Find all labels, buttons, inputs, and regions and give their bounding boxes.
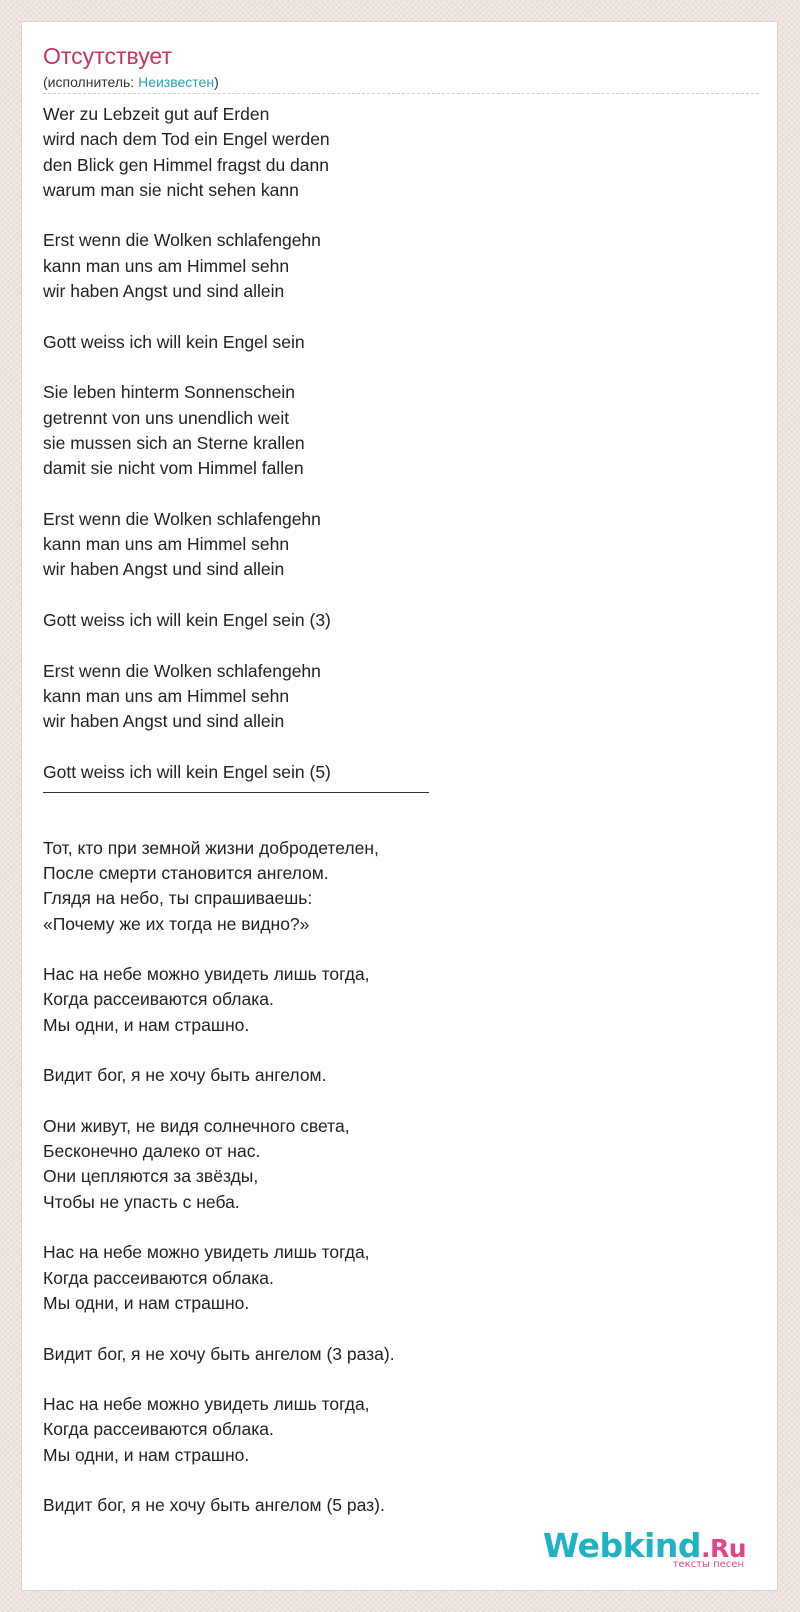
lyric-line: kann man uns am Himmel sehn [43,255,290,276]
lyric-line: getrennt von uns unendlich weit [43,407,290,428]
lyric-line: После смерти становится ангелом. [43,862,329,883]
lyric-gap [43,633,743,658]
lyric-line: Чтобы не упасть с неба. [43,1191,240,1212]
lyric-line: Нас на небе можно увидеть лишь тогда, [43,1242,370,1263]
lyric-line: Wer zu Lebzeit gut auf Erden [43,104,270,124]
lyric-gap [43,1316,743,1341]
lyric-line: Они цепляются за звёзды, [43,1166,259,1187]
artist-suffix: ) [214,74,219,90]
lyric-gap [43,1089,743,1114]
lyric-gap [43,734,743,759]
site-logo[interactable] [542,1526,746,1570]
translation-separator [43,785,743,810]
artist-line [43,73,219,91]
lyric-line: damit sie nicht vom Himmel fallen [43,458,304,479]
lyrics-body [43,102,743,1519]
lyric-line: Тот, кто при земной жизни добродетелен, [43,837,379,858]
lyric-line: Gott weiss ich will kein Engel sein (5) [43,761,331,782]
lyric-line: Мы одни, и нам страшно. [43,1444,250,1465]
lyric-gap [43,1215,743,1240]
lyric-gap [43,355,743,380]
lyric-line: Когда рассеиваются облака. [43,1419,274,1440]
logo-tagline: тексты песен [672,1559,744,1570]
lyric-line: wir haben Angst und sind allein [43,281,285,302]
lyric-line: Когда рассеиваются облака. [43,1267,274,1288]
lyric-line: sie mussen sich an Sterne krallen [43,432,305,453]
lyric-line: den Blick gen Himmel fragst du dann [43,154,329,175]
lyric-line: Видит бог, я не хочу быть ангелом (5 раз). [43,1495,385,1516]
lyric-gap [43,203,743,228]
lyric-line: warum man sie nicht sehen kann [43,179,299,200]
lyric-line: Мы одни, и нам страшно. [43,1014,250,1035]
lyrics-translation [43,836,743,1519]
lyric-gap [43,1367,743,1392]
lyric-line: Erst wenn die Wolken schlafengehn [43,508,321,529]
lyric-line: Они живут, не видя солнечного света, [43,1115,350,1136]
lyric-line: Видит бог, я не хочу быть ангелом (3 раза). [43,1343,395,1364]
lyric-line: wir haben Angst und sind allein [43,711,285,732]
lyric-line: «Почему же их тогда не видно?» [43,913,310,934]
lyric-line: Нас на небе можно увидеть лишь тогда, [43,1394,370,1415]
lyric-line: Нас на небе можно увидеть лишь тогда, [43,964,370,985]
lyric-line: Erst wenn die Wolken schlafengehn [43,230,321,251]
lyric-line: Sie leben hinterm Sonnenschein [43,382,295,403]
lyric-line: Видит бог, я не хочу быть ангелом. [43,1065,327,1086]
lyric-line: Когда рассеиваются облака. [43,989,274,1010]
logo-main-text: Webkind [542,1526,701,1565]
lyric-line: Глядя на небо, ты спрашиваешь: [43,888,313,909]
lyrics-card [21,21,778,1591]
title-divider [43,93,759,94]
lyric-line: Мы одни, и нам страшно. [43,1292,250,1313]
lyric-gap [43,1468,743,1493]
lyric-gap [43,810,743,835]
lyric-gap [43,304,743,329]
lyric-gap [43,583,743,608]
song-title: Отсутствует [43,43,172,69]
lyric-line: Бесконечно далеко от нас. [43,1141,261,1162]
lyric-line: Gott weiss ich will kein Engel sein [43,331,305,352]
lyric-gap [43,1038,743,1063]
artist-prefix: (исполнитель: [43,74,139,90]
lyrics-original [43,102,743,785]
logo-tld: .Ru [700,1534,746,1563]
lyric-gap [43,937,743,962]
artist-link[interactable]: Неизвестен [138,74,215,90]
lyric-line: wir haben Angst und sind allein [43,559,285,580]
lyric-gap [43,481,743,506]
lyric-line: kann man uns am Himmel sehn [43,685,290,706]
lyric-line: Erst wenn die Wolken schlafengehn [43,660,321,681]
lyric-line: kann man uns am Himmel sehn [43,534,290,555]
lyric-line: Gott weiss ich will kein Engel sein (3) [43,609,331,630]
separator-rule [43,792,429,793]
lyric-line: wird nach dem Tod ein Engel werden [43,129,330,150]
